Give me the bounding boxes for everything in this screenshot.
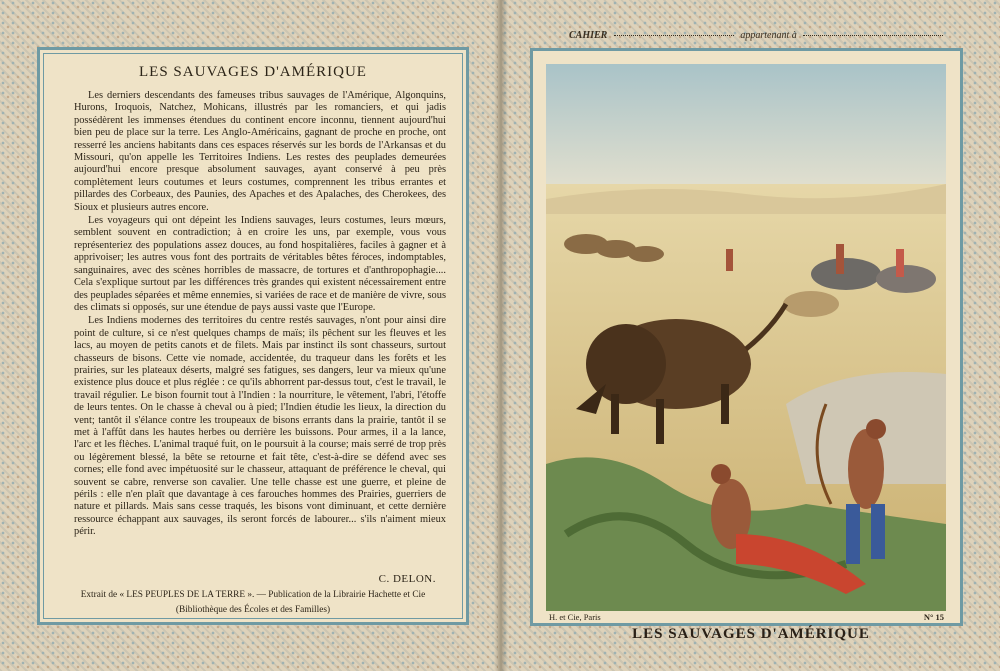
source-line: Extrait de « LES PEUPLES DE LA TERRE ». — Publication de la Librairie Hachette et Cie	[80, 590, 426, 600]
right-page	[502, 0, 1000, 671]
paragraph-2: Les voyageurs qui ont dépeint les Indiens sauvages, leurs costumes, leurs mœurs, semblent souvent en contradiction; à en croire les uns, par exemple, vous vous représenteriez des populations assez douces, au fond hospitalières, faciles à gagner et à apprivoiser; les autres vous font des portraits de véritables bêtes féroces, indomptables, sanguinaires, avec des scènes horribles de massacre, de tortures et d'anthropophagie.... Cela s'explique surtout par les différences très grandes qui existent nécessairement entre des peuplades séparées et même ennemies, si variées de race et de manière de vivre, sous des climats si opposés, sur une étendue de pays aussi vaste que l'Europe.	[74, 215, 446, 313]
article-body	[74, 90, 446, 540]
book-gutter	[494, 0, 508, 671]
caption-title: LES SAUVAGES D'AMÉRIQUE	[632, 626, 870, 642]
paragraph-3: Les Indiens modernes des territoires du centre restés sauvages, n'ont pour ainsi dire point de culture, si ce n'est quelques champs de maïs; ils pêchent sur les fleuves et les lacs, au moyen de petits canots et de filets. Mais par instinct ils sont chasseurs, surtout chasseurs de bisons. Cette vie nomade, accidentée, du traqueur dans les forêts et les prairies, sur les plateaux déserts, malgré ses fatigues, ses dangers, leur va mieux qu'une existence plus douce et plus réglée : ce qu'ils abhorrent par-dessus tout, c'est le travail, le travail régulier. Le bison fournit tout à l'Indien : la nourriture, le vêtement, l'abri, l'étoffe de leurs tentes. On le chasse à cheval ou à pied; l'Indien étudie les lieux, la direction du vent; tantôt il s'élance contre les troupeaux de bisons errants dans la prairie, tantôt il se met à l'affût dans les hautes herbes ou derrière les buissons. Pour armes, il a la lance, l'arc et les flèches. L'animal traqué fuit, on le poursuit à la course; mais serré de trop près ou légèrement blessé, la bête se retourne et fait tête, c'est-à-dire se défend avec ses cornes; elle fond avec impétuosité sur le chasseur, attaquant de préférence le cheval, qui souvent se cabre, renverse son cavalier. Une telle chasse est une guerre, et pleine de périls : elle n'en plaît que davantage à ces farouches hommes des Prairies, guerriers de nature et pillards. Mais sans cesse traqués, les bisons vont diminuant, et cette dernière ressource échappant aux sauvages, ils seront forcés de labourer... s'ils n'aiment mieux périr.	[74, 315, 446, 538]
publisher-credit: H. et Cie, Paris	[549, 612, 601, 622]
page-title: LES SAUVAGES D'AMÉRIQUE	[139, 64, 367, 80]
text-frame	[37, 47, 469, 625]
source-line-2: (Bibliothèque des Écoles et des Familles)	[175, 605, 331, 615]
owner-blank	[803, 35, 943, 36]
paragraph-1: Les derniers descendants des fameuses tribus sauvages de l'Amérique, Algonquins, Hurons, Iroquois, Natchez, Mohicans, illustrés par les romanciers, et qui jadis possédèrent les immenses étendues du continent encore inconnu, tiennent aujourd'hui bien peu de place sur la terre. Les Anglo-Américains, gagnant de proche en proche, ont resserré les anciens habitants dans ces espaces réservés sur les bords de l'Arkansas et du Missouri, qu'on appelle les Territoires Indiens. Les restes des peuplades demeurées aujourd'hui encore presque absolument sauvages, ayant conservé à peu près complètement leurs coutumes et leurs costumes, comprennent les tribus errantes et pillardes des Corbeaux, des Paunies, des Apaches et des Apalaches, des Cherokees, des Sioux et plusieurs autres encore.	[74, 90, 446, 213]
plate-number: N° 15	[923, 612, 944, 622]
illustration-frame	[530, 48, 963, 626]
cahier-header	[569, 30, 947, 41]
appartenant-label: appartenant à	[740, 30, 797, 41]
cahier-blank	[614, 35, 734, 36]
bison-hunt-illustration	[546, 64, 946, 611]
cahier-label: CAHIER	[569, 30, 608, 41]
left-page	[0, 0, 498, 671]
author-signature: C. DELON.	[378, 573, 436, 585]
sky	[546, 64, 946, 204]
